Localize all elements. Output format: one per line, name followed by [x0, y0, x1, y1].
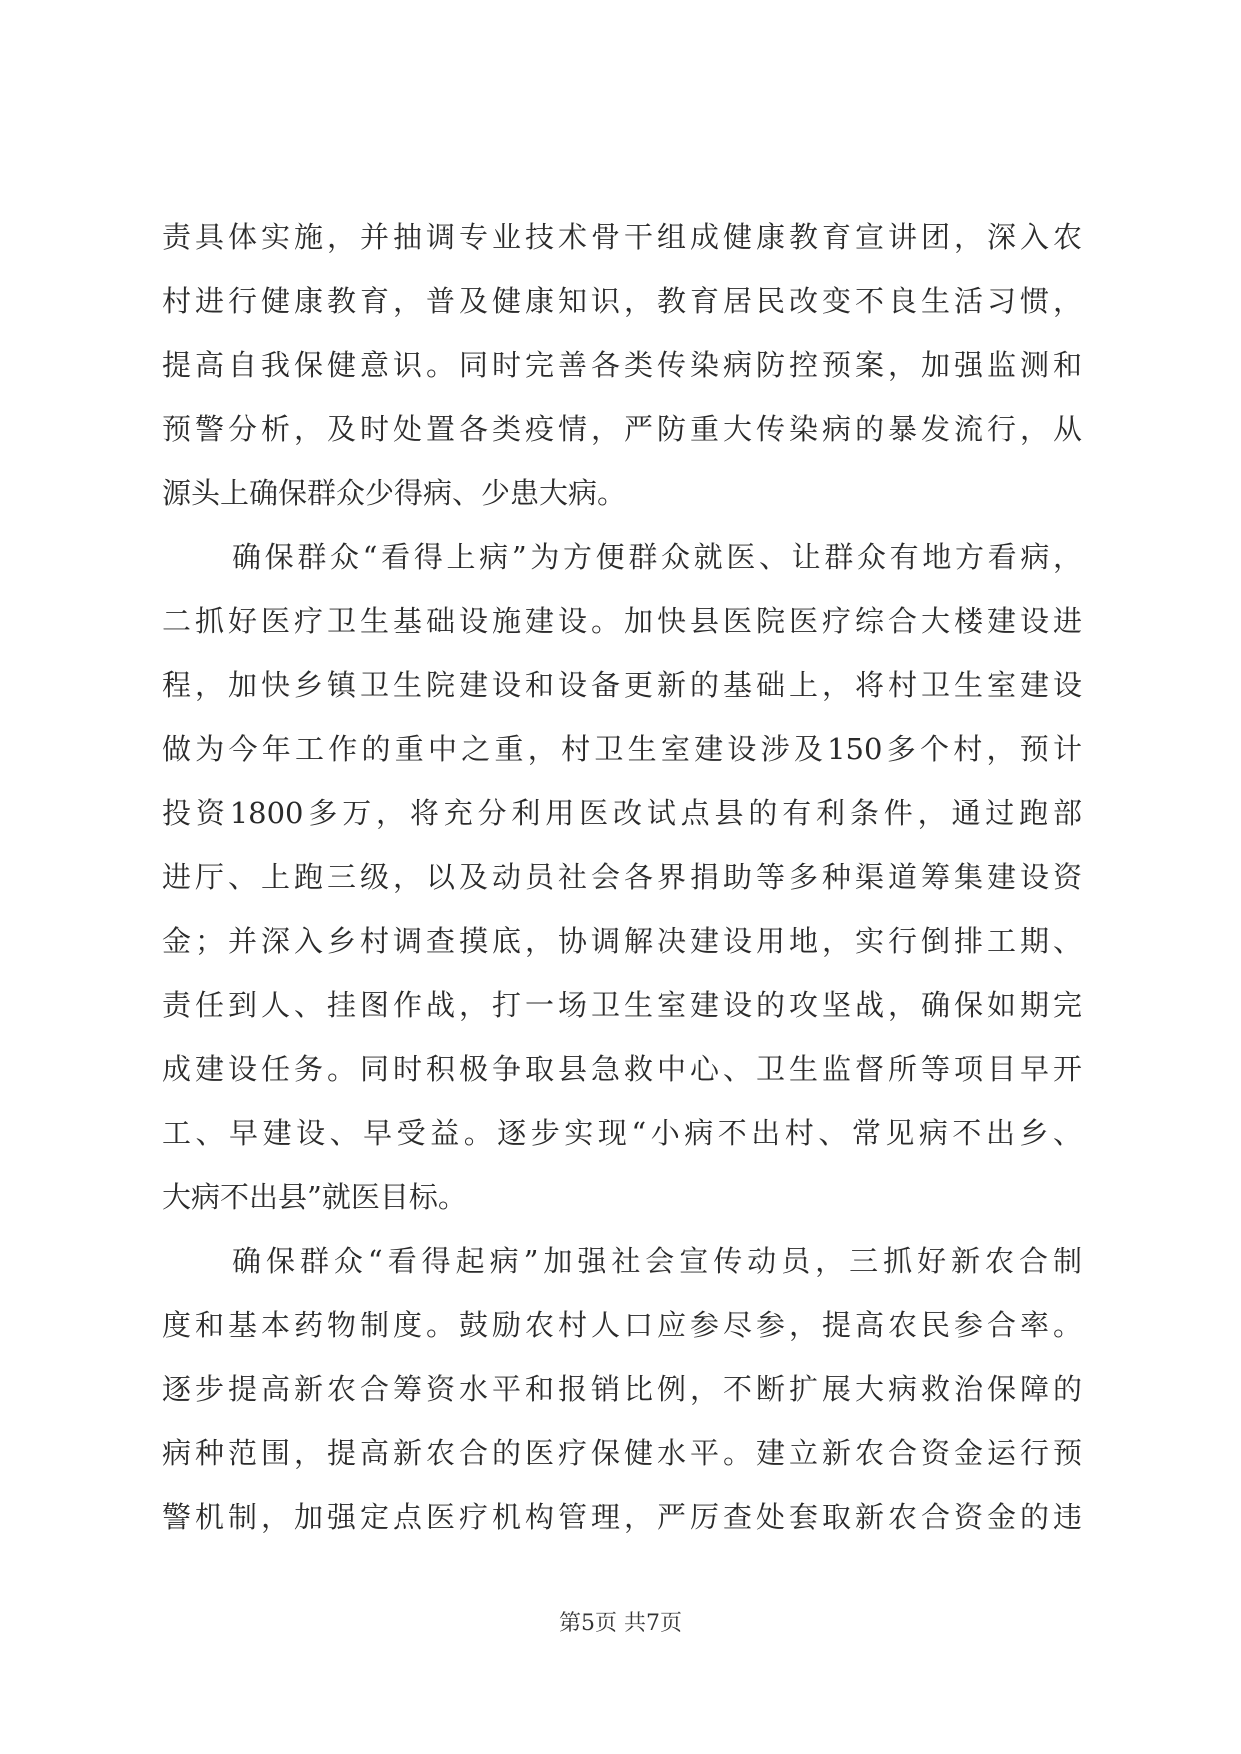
- text-line: 做为今年工作的重中之重，村卫生室建设涉及150多个村，预计: [162, 732, 1082, 766]
- text-line: 度和基本药物制度。鼓励农村人口应参尽参，提高农民参合率。: [162, 1308, 1082, 1342]
- text-line-paragraph-start: 确保群众“看得起病”加强社会宣传动员，三抓好新农合制: [232, 1244, 1082, 1278]
- text-line: 责具体实施，并抽调专业技术骨干组成健康教育宣讲团，深入农: [162, 220, 1082, 254]
- text-line-paragraph-start: 确保群众“看得上病”为方便群众就医、让群众有地方看病，: [232, 540, 1082, 574]
- text-line: 工、早建设、早受益。逐步实现“小病不出村、常见病不出乡、: [162, 1116, 1082, 1150]
- text-line: 警机制，加强定点医疗机构管理，严厉查处套取新农合资金的违: [162, 1500, 1082, 1534]
- text-line: 预警分析，及时处置各类疫情，严防重大传染病的暴发流行，从: [162, 412, 1082, 446]
- page-footer: 第5页 共7页: [559, 1611, 682, 1636]
- text-line: 提高自我保健意识。同时完善各类传染病防控预案，加强监测和: [162, 348, 1082, 382]
- text-line: 进厅、上跑三级，以及动员社会各界捐助等多种渠道筹集建设资: [162, 860, 1082, 894]
- text-line-paragraph-end: 大病不出县”就医目标。: [162, 1180, 467, 1214]
- text-line: 投资1800多万，将充分利用医改试点县的有利条件，通过跑部: [162, 796, 1082, 830]
- text-line: 病种范围，提高新农合的医疗保健水平。建立新农合资金运行预: [162, 1436, 1082, 1470]
- text-line: 金；并深入乡村调查摸底，协调解决建设用地，实行倒排工期、: [162, 924, 1082, 958]
- text-line: 责任到人、挂图作战，打一场卫生室建设的攻坚战，确保如期完: [162, 988, 1082, 1022]
- text-line: 逐步提高新农合筹资水平和报销比例，不断扩展大病救治保障的: [162, 1372, 1082, 1406]
- text-line: 二抓好医疗卫生基础设施建设。加快县医院医疗综合大楼建设进: [162, 604, 1082, 638]
- text-line: 村进行健康教育，普及健康知识，教育居民改变不良生活习惯，: [162, 284, 1082, 318]
- text-line: 成建设任务。同时积极争取县急救中心、卫生监督所等项目早开: [162, 1052, 1082, 1086]
- text-line: 程，加快乡镇卫生院建设和设备更新的基础上，将村卫生室建设: [162, 668, 1082, 702]
- body-text: [162, 205, 1082, 1549]
- text-line-paragraph-end: 源头上确保群众少得病、少患大病。: [162, 476, 627, 510]
